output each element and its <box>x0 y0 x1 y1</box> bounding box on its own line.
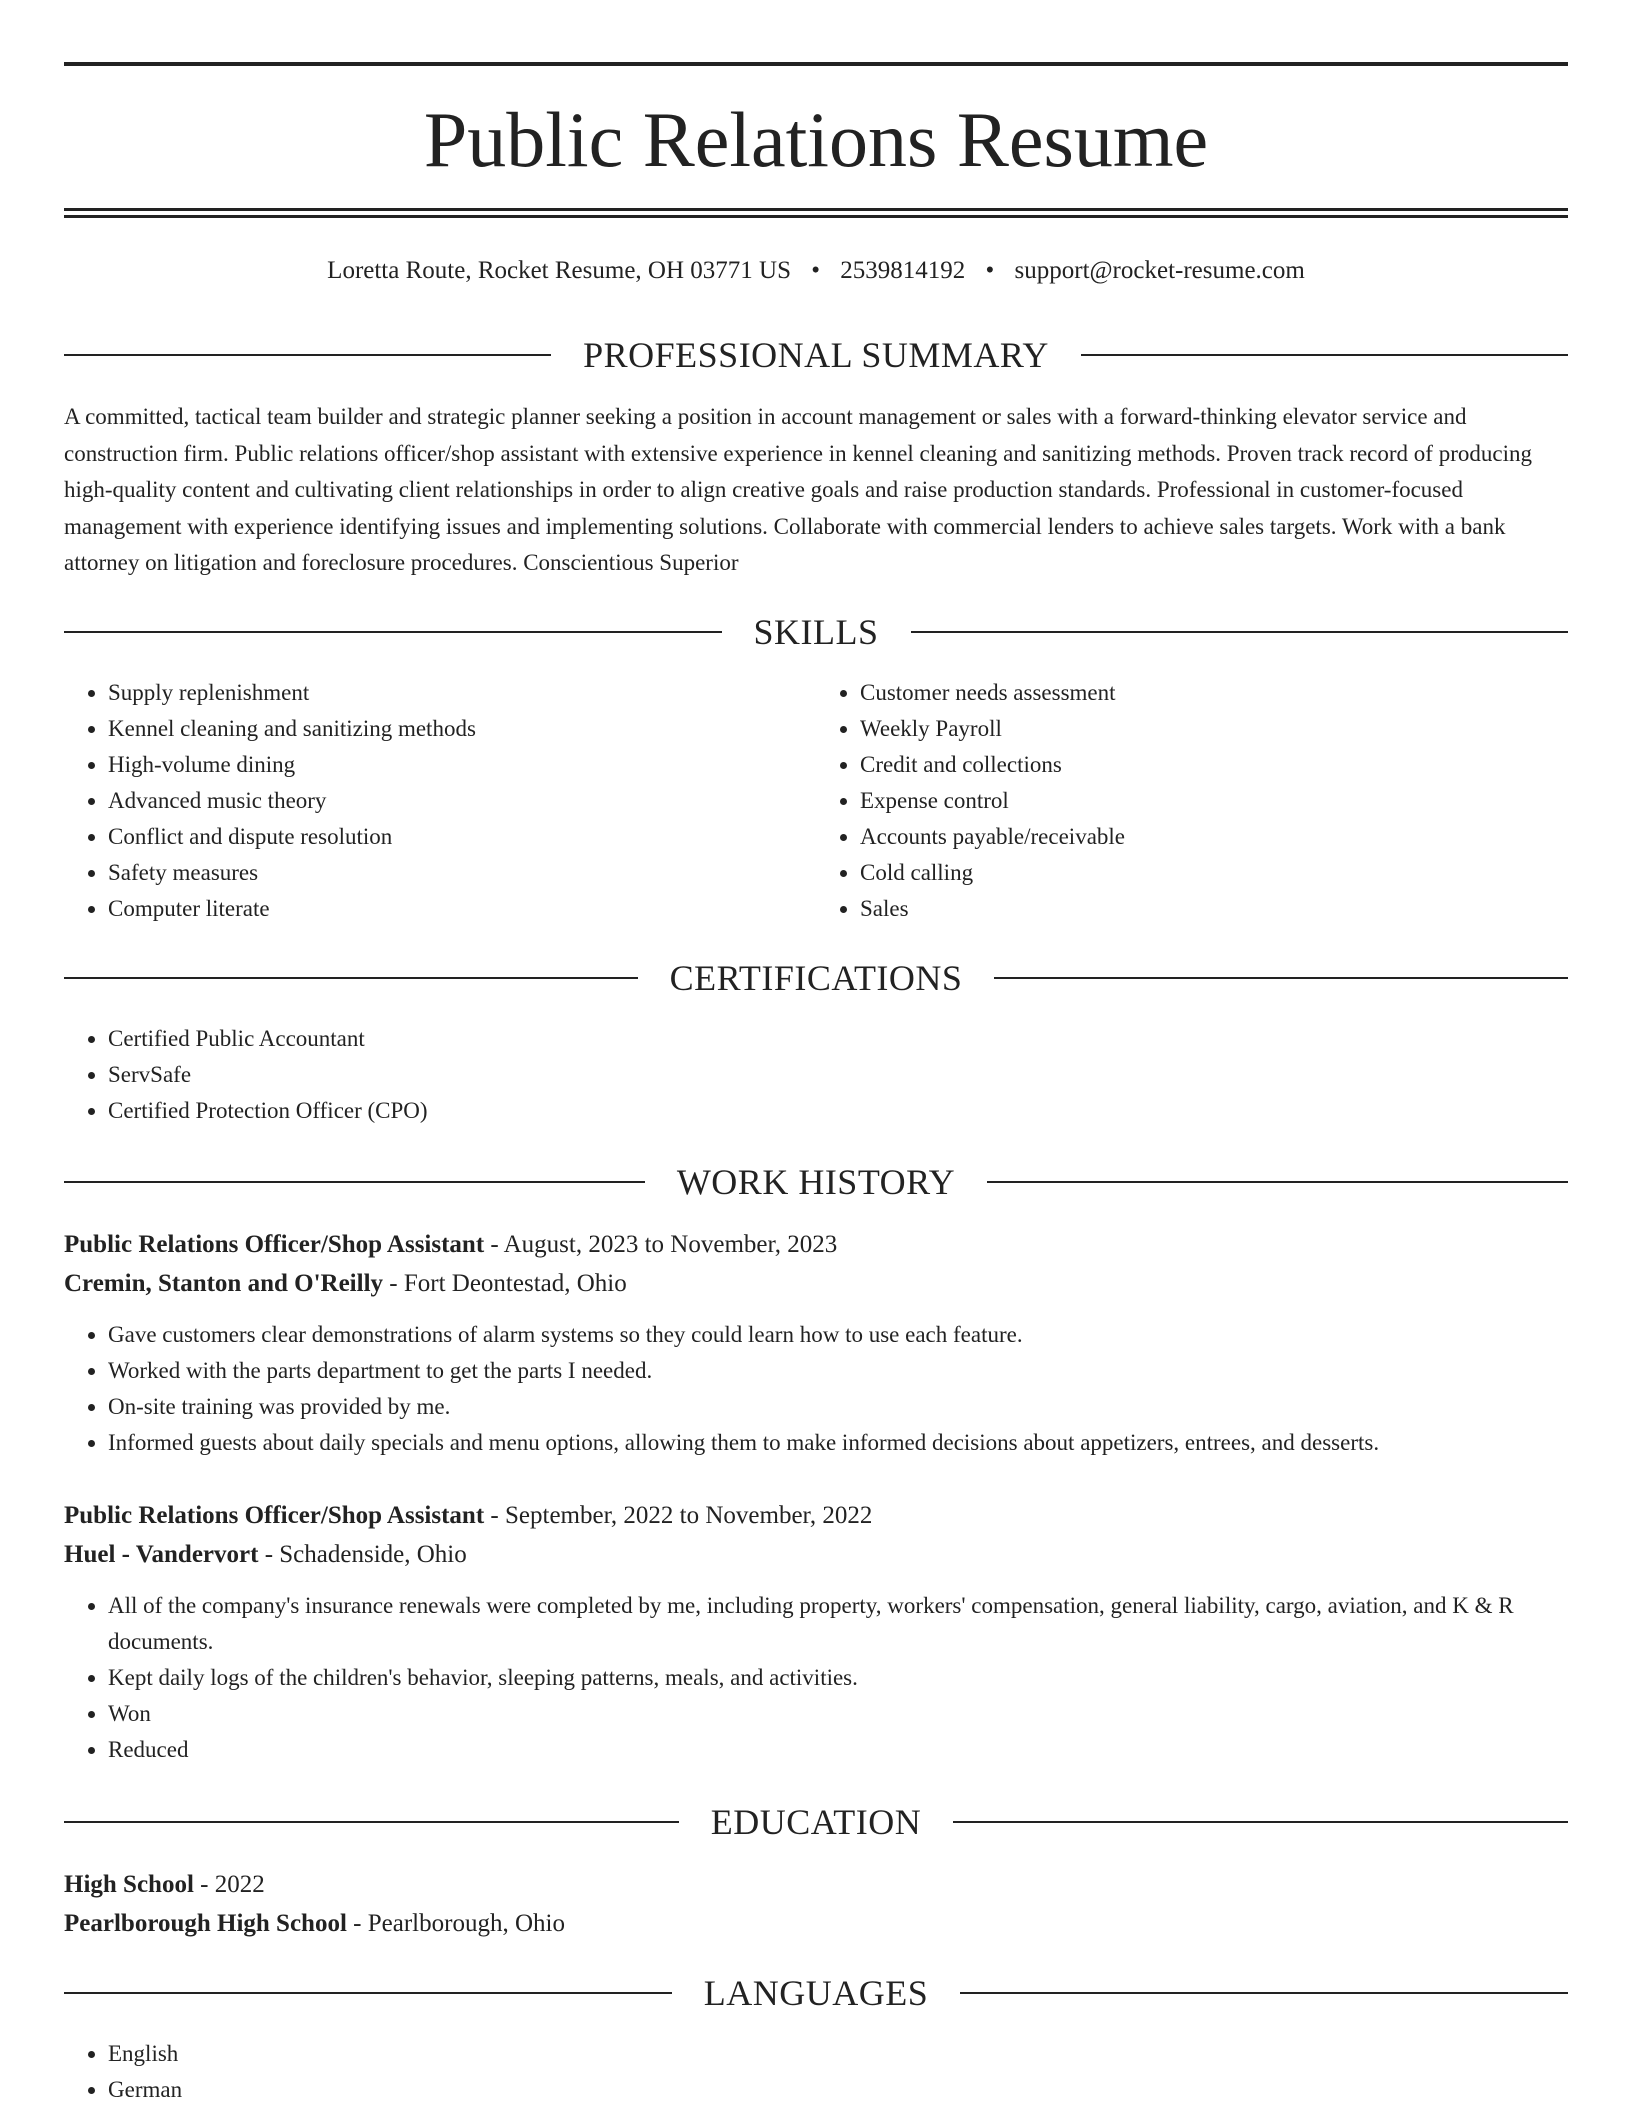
heading-text: CERTIFICATIONS <box>669 958 963 998</box>
job-entry <box>64 1496 1568 1768</box>
education-location: - Pearlborough, Ohio <box>346 1910 565 1937</box>
skill-item: • Supply replenishment <box>108 675 816 711</box>
job-bullet: • Reduced <box>108 1732 1568 1768</box>
heading-rule <box>64 1992 672 1994</box>
job-location: - Fort Deontestad, Ohio <box>383 1270 627 1297</box>
job-bullet: • Gave customers clear demonstrations of alarm systems so they could learn how to use each feature. <box>108 1317 1568 1353</box>
skill-item: • Accounts payable/receivable <box>860 819 1568 855</box>
heading-rule <box>64 977 638 979</box>
certification-item: • Certified Protection Officer (CPO) <box>108 1093 1508 1129</box>
education-school-line <box>64 1904 1568 1943</box>
heading-rule <box>64 1181 645 1183</box>
certification-item: • Certified Public Accountant <box>108 1021 1508 1057</box>
section-heading-summary <box>64 333 1568 377</box>
job-company-line <box>64 1264 1568 1303</box>
job-bullet: • On-site training was provided by me. <box>108 1389 1568 1425</box>
skill-item: • Conflict and dispute resolution <box>108 819 816 855</box>
heading-rule <box>911 631 1569 633</box>
summary-paragraph: A committed, tactical team builder and strategic planner seeking a position in account management or sales with a forward-thinking elevator service and construction firm. Public relations officer/shop assistant with extensive experience in kennel cleaning and sanitizing methods. Proven track record of producing high-quality content and cultivating client relationships in order to align creative goals and raise production standards. Professional in customer-focused management with experience identifying issues and implementing solutions. Collaborate with commercial lenders to achieve sales targets. Work with a bank attorney on litigation and foreclosure procedures. Conscientious Superior <box>64 404 1532 575</box>
job-bullet: • Won <box>108 1696 1568 1732</box>
skill-item: • Customer needs assessment <box>860 675 1568 711</box>
skill-item: • Advanced music theory <box>108 783 816 819</box>
heading-rule <box>64 1821 679 1823</box>
education-year: - 2022 <box>193 1871 265 1898</box>
heading-text: SKILLS <box>753 612 879 652</box>
skill-item: • Cold calling <box>860 855 1568 891</box>
heading-text: LANGUAGES <box>703 1973 929 2013</box>
job-title-line <box>64 1496 1568 1535</box>
skill-item: • Expense control <box>860 783 1568 819</box>
section-heading-education <box>64 1800 1568 1844</box>
skill-item: • Credit and collections <box>860 747 1568 783</box>
skills-list-left <box>64 675 816 927</box>
job-dates: - August, 2023 to November, 2023 <box>484 1231 838 1258</box>
contact-line <box>64 254 1568 288</box>
skill-item: • Weekly Payroll <box>860 711 1568 747</box>
section-heading-work-history <box>64 1160 1568 1204</box>
contact-email: support@rocket-resume.com <box>1014 257 1305 284</box>
skill-item: • Computer literate <box>108 891 816 927</box>
education-degree-line <box>64 1865 1568 1904</box>
heading-rule <box>987 1181 1568 1183</box>
heading-rule <box>960 1992 1568 1994</box>
job-bullets <box>64 1588 1568 1768</box>
contact-separator: • <box>985 257 995 284</box>
contact-phone: 2539814192 <box>840 257 966 284</box>
heading-rule <box>994 977 1568 979</box>
job-title: Public Relations Officer/Shop Assistant <box>64 1502 485 1529</box>
section-heading-certifications <box>64 956 1568 1000</box>
heading-rule <box>1081 354 1568 356</box>
heading-text: WORK HISTORY <box>676 1162 956 1202</box>
skills-columns <box>64 675 1568 927</box>
header-top-rule <box>64 62 1568 66</box>
heading-text: PROFESSIONAL SUMMARY <box>583 335 1049 375</box>
certifications-list <box>64 1021 1508 1129</box>
job-bullets <box>64 1317 1568 1461</box>
header-double-rule <box>64 208 1568 218</box>
job-company-line <box>64 1535 1568 1574</box>
job-company: Huel - Vandervort <box>64 1541 259 1568</box>
job-bullet: • Worked with the parts department to get the parts I needed. <box>108 1353 1568 1389</box>
section-heading-languages <box>64 1971 1568 2015</box>
job-entry <box>64 1225 1568 1461</box>
skills-list-right <box>816 675 1568 927</box>
education-school: Pearlborough High School <box>64 1910 347 1937</box>
contact-separator: • <box>811 257 821 284</box>
heading-rule <box>953 1821 1568 1823</box>
skill-item: • Safety measures <box>108 855 816 891</box>
resume-title: Public Relations Resume <box>423 96 1209 183</box>
job-location: - Schadenside, Ohio <box>258 1541 467 1568</box>
languages-list <box>64 2036 708 2108</box>
certification-item: • ServSafe <box>108 1057 1508 1093</box>
job-title: Public Relations Officer/Shop Assistant <box>64 1231 485 1258</box>
job-bullet: • Kept daily logs of the children's behavior, sleeping patterns, meals, and activities. <box>108 1660 1568 1696</box>
language-item: • English <box>108 2036 708 2072</box>
heading-rule <box>64 354 551 356</box>
education-entry <box>64 1865 1568 1943</box>
contact-address: Loretta Route, Rocket Resume, OH 03771 US <box>327 257 791 284</box>
job-bullet: • Informed guests about daily specials and menu options, allowing them to make informed decisions about appetizers, entrees, and desserts. <box>108 1425 1568 1461</box>
job-dates: - September, 2022 to November, 2022 <box>484 1502 873 1529</box>
job-company: Cremin, Stanton and O'Reilly <box>64 1270 384 1297</box>
heading-rule <box>64 631 722 633</box>
heading-text: EDUCATION <box>710 1802 922 1842</box>
skill-item: • Sales <box>860 891 1568 927</box>
skill-item: • Kennel cleaning and sanitizing methods <box>108 711 816 747</box>
education-degree: High School <box>64 1871 194 1898</box>
language-item: • German <box>108 2072 708 2108</box>
skill-item: • High-volume dining <box>108 747 816 783</box>
job-bullet: • All of the company's insurance renewals were completed by me, including property, workers' compensation, general liability, cargo, aviation, and K & R documents. <box>108 1588 1568 1660</box>
job-title-line <box>64 1225 1568 1264</box>
section-heading-skills <box>64 610 1568 654</box>
